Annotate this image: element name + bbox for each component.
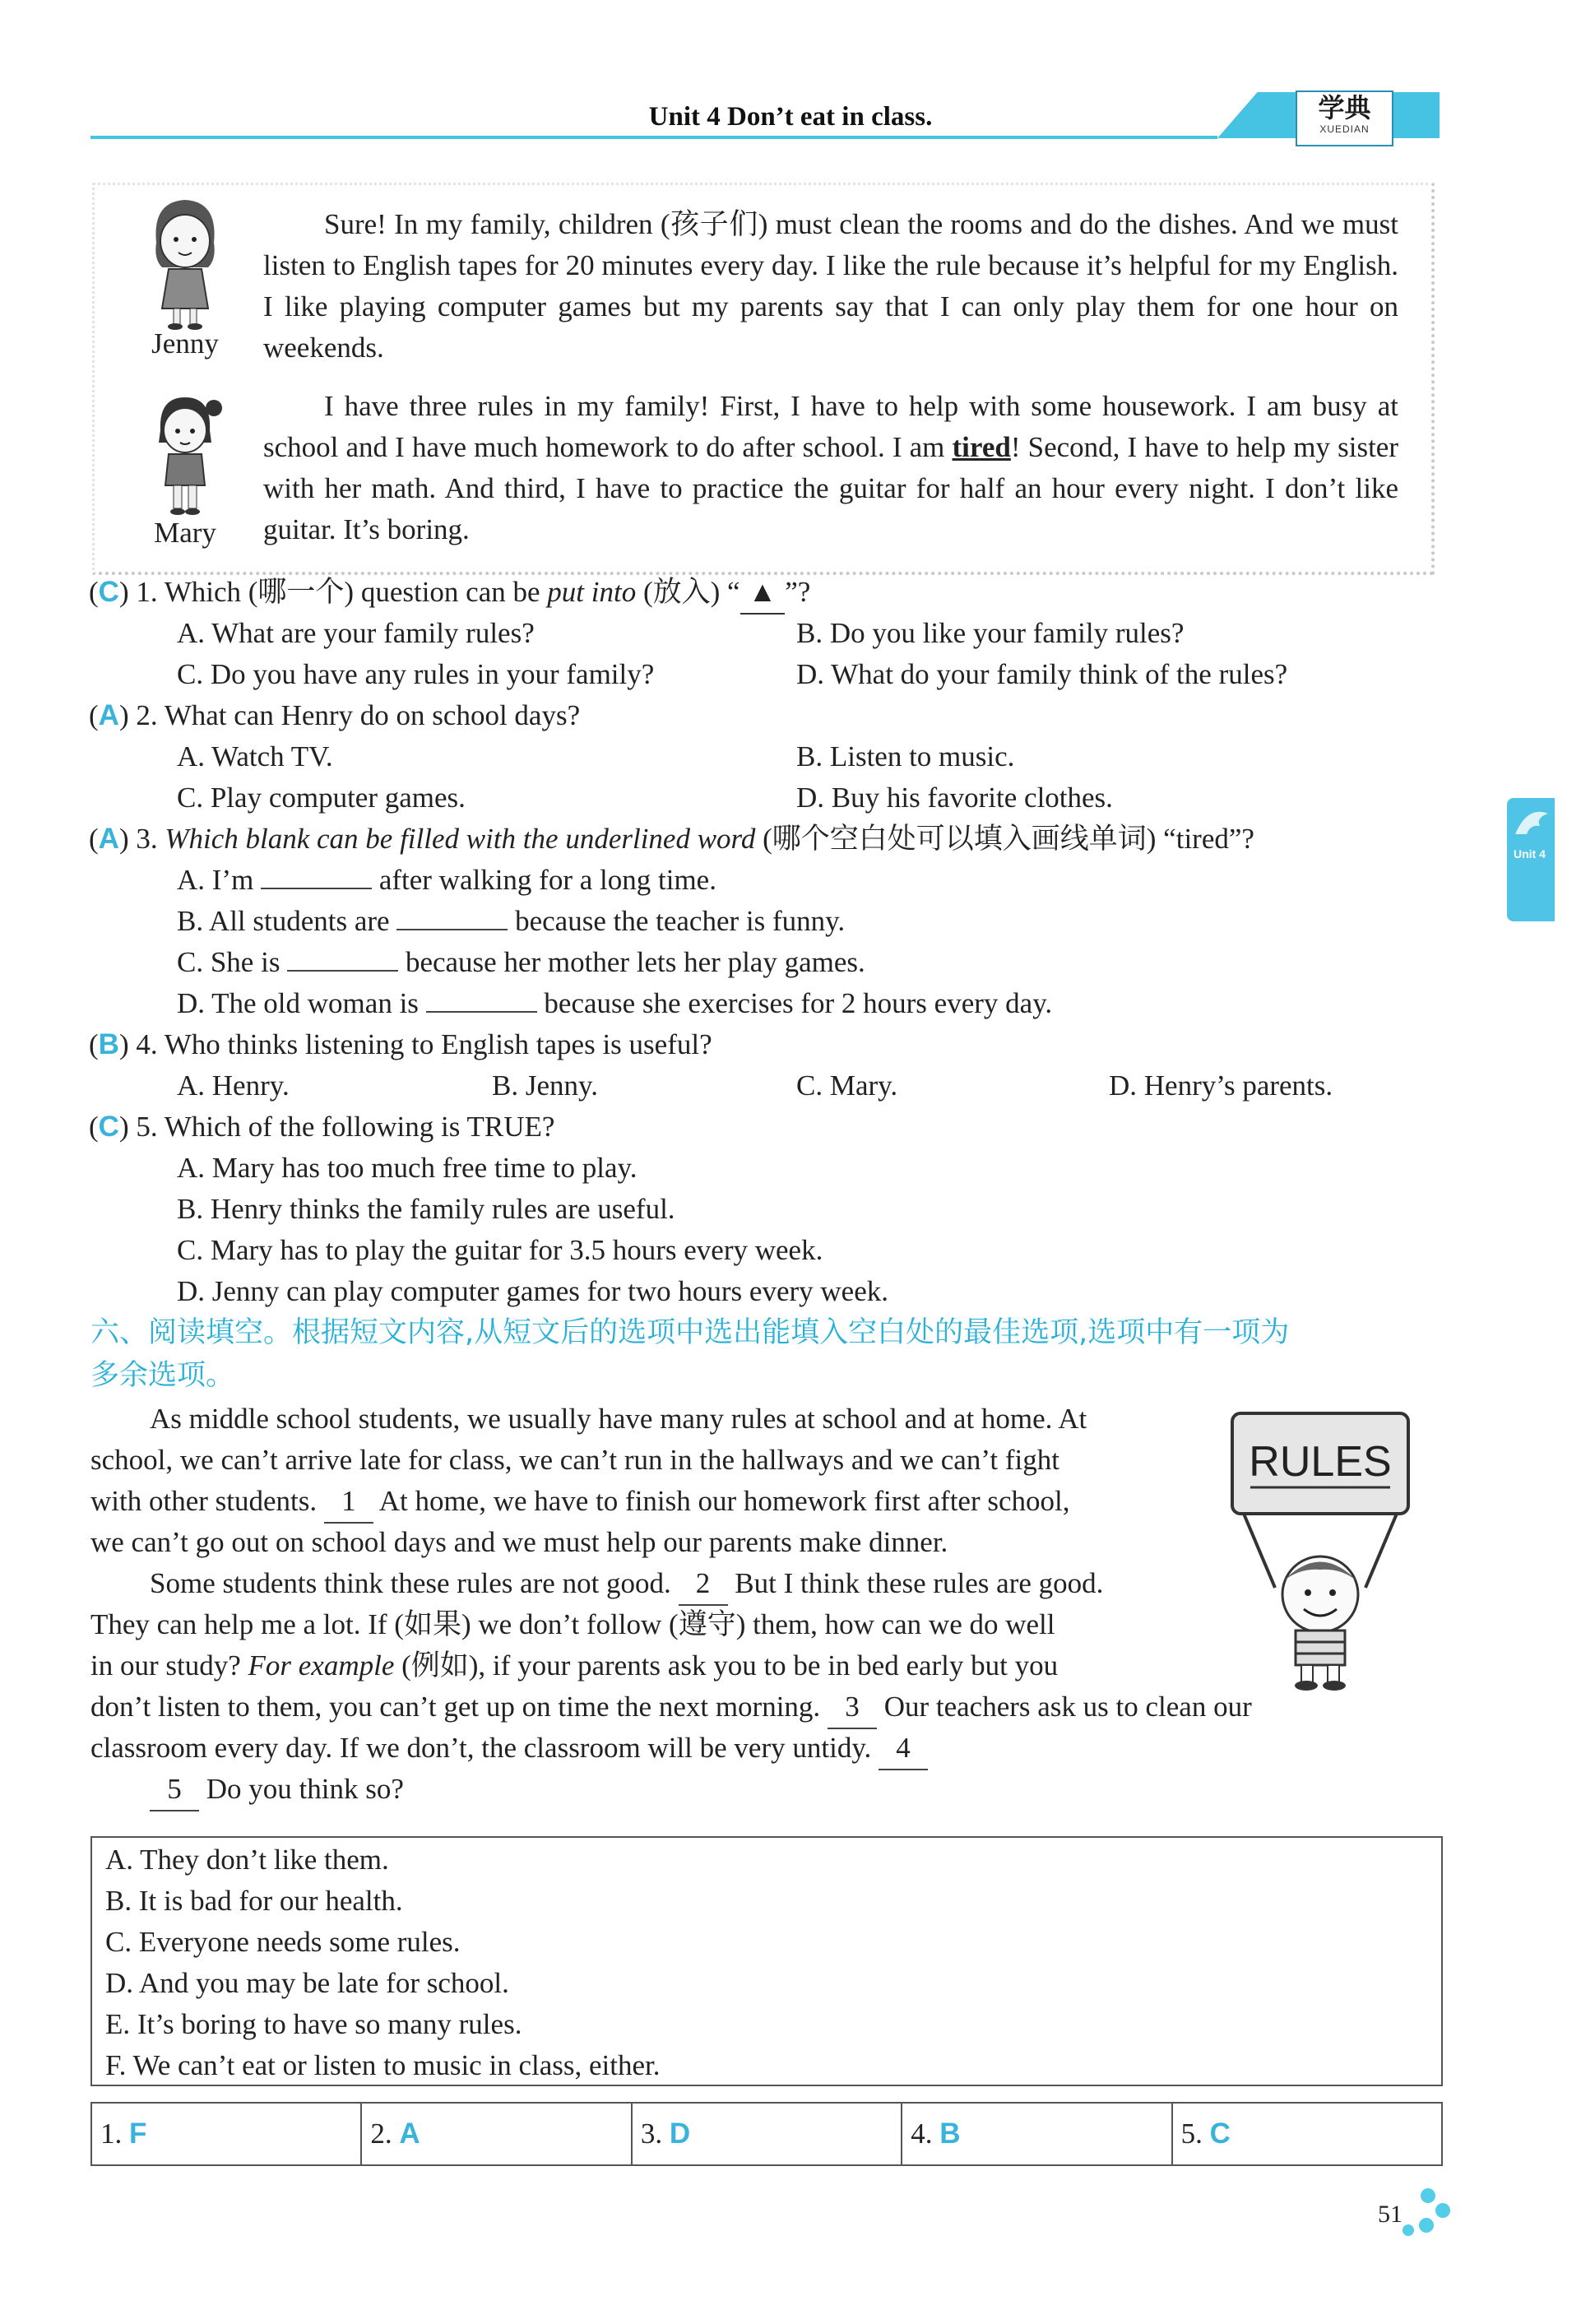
q1-blank-mark: ▲ — [740, 572, 786, 615]
q3-text: (哪个空白处可以填入画线单词) “tired”? — [755, 823, 1254, 855]
q5-option-d: D. Jenny can play computer games for two hours every week. — [177, 1275, 889, 1307]
options-box — [90, 1836, 1443, 2086]
blank-2: 2 — [679, 1563, 728, 1606]
q5-option-a: A. Mary has too much free time to play. — [177, 1152, 638, 1184]
mary-label: Mary — [154, 517, 216, 549]
question-2: (A) 2. What can Henry do on school days? — [89, 699, 581, 731]
q2-option-c: C. Play computer games. — [177, 782, 466, 814]
q3-d-pre: D. The old woman is — [177, 987, 426, 1019]
s6-l7-italic: For example — [248, 1649, 395, 1682]
q3-c-pre: C. She is — [177, 946, 288, 978]
s6-l3-post: At home, we have to finish our homework first after school, — [373, 1485, 1070, 1517]
s6-l5-post: But I think these rules are good. — [727, 1567, 1104, 1599]
answer-table — [90, 2102, 1443, 2166]
answer-q5: C — [98, 1111, 119, 1143]
answer-4: B — [939, 2118, 961, 2150]
option-d: D. And you may be late for school. — [105, 1967, 509, 1999]
answer-num-5: 5. — [1180, 2118, 1210, 2150]
q3-d-post: because she exercises for 2 hours every day. — [536, 987, 1053, 1019]
q2-text: 2. What can Henry do on school days? — [128, 699, 581, 731]
s6-l7-post: (例如), if your parents ask you to be in bed early but you — [394, 1649, 1059, 1682]
s6-line-1: As middle school students, we usually have many rules at school and at home. At — [150, 1403, 1087, 1435]
q3-italic: Which blank can be filled with the underlined word — [165, 823, 756, 855]
q4-option-c: C. Mary. — [796, 1069, 898, 1102]
answer-cell-1 — [92, 2104, 362, 2164]
s6-line-7 — [90, 1645, 1058, 1686]
q1-text-a: 1. Which (哪一个) question can be — [128, 576, 548, 608]
jenny-illustration — [136, 193, 234, 333]
s6-l7-pre: in our study? — [90, 1649, 248, 1682]
rules-boy-illustration — [1226, 1407, 1415, 1695]
s6-l9-pre: classroom every day. If we don’t, the classroom will be very untidy. — [90, 1732, 879, 1764]
underlined-word-tired: tired — [952, 431, 1011, 463]
q3-c-post: because her mother lets her play games. — [398, 946, 865, 978]
jenny-paragraph — [263, 204, 1398, 369]
unit-side-tab — [1507, 798, 1555, 921]
question-5: (C) 5. Which of the following is TRUE? — [89, 1111, 555, 1143]
option-b: B. It is bad for our health. — [105, 1885, 403, 1917]
s6-line-3 — [90, 1481, 1070, 1524]
decorative-dots — [1402, 2188, 1452, 2238]
q3-b-blank — [396, 904, 508, 930]
q3-option-c — [177, 942, 865, 983]
q3-b-pre: B. All students are — [177, 905, 397, 937]
q1-option-b: B. Do you like your family rules? — [796, 617, 1185, 649]
q2-option-d: D. Buy his favorite clothes. — [796, 782, 1113, 814]
question-3: (A) 3. Which blank can be filled with the underlined word (哪个空白处可以填入画线单词) “tired”? — [89, 823, 1254, 855]
mary-text-2: ! Second, I have to help my sister with her math. And third, I have to practice the guitar for half an hour every night. I don’t like guitar. It’s boring. — [263, 431, 1398, 545]
q3-a-blank — [261, 863, 372, 889]
s6-l8-post: Our teachers ask us to clean our — [876, 1691, 1252, 1723]
q4-option-b: B. Jenny. — [492, 1069, 598, 1102]
s6-l10-text: Do you think so? — [199, 1773, 404, 1805]
q2-option-b: B. Listen to music. — [796, 740, 1015, 772]
blank-5: 5 — [150, 1769, 199, 1811]
rules-sign-text: RULES — [1249, 1438, 1392, 1486]
q3-num: 3. — [128, 823, 165, 855]
s6-l5-pre: Some students think these rules are not good. — [150, 1567, 679, 1599]
q3-b-post: because the teacher is funny. — [508, 905, 846, 937]
answer-1: F — [129, 2118, 147, 2150]
blank-4: 4 — [879, 1728, 928, 1770]
q3-a-pre: A. I’m — [177, 864, 262, 896]
brand-logo-zh: 学典 — [1318, 92, 1371, 123]
section-6-heading-cont: 多余选项。 — [90, 1359, 235, 1392]
mary-text-1: I have three rules in my family! First, I have to help with some housework. I am busy at school and I have much homework to do after school. I am — [263, 390, 1398, 463]
option-c: C. Everyone needs some rules. — [105, 1926, 461, 1958]
s6-line-2: school, we can’t arrive late for class, we can’t run in the hallways and we can’t fight — [90, 1444, 1059, 1476]
answer-cell-4 — [902, 2104, 1172, 2164]
q2-option-a: A. Watch TV. — [177, 740, 333, 772]
header-rule — [90, 136, 1217, 139]
q1-italic: put into — [547, 576, 637, 608]
mary-illustration — [144, 393, 226, 521]
q3-option-a — [177, 860, 716, 901]
q1-option-d: D. What do your family think of the rules? — [796, 658, 1288, 690]
question-1: (C) 1. Which (哪一个) question can be put into (放入) “ ▲ ”? — [89, 572, 810, 615]
answer-3: D — [669, 2118, 691, 2150]
q3-c-blank — [287, 945, 398, 972]
q1-text-c: ”? — [785, 576, 811, 608]
jenny-label: Jenny — [151, 327, 219, 360]
answer-num-4: 4. — [911, 2118, 940, 2150]
q4-option-d: D. Henry’s parents. — [1109, 1069, 1333, 1102]
answer-q1: C — [98, 576, 119, 608]
s6-line-9 — [90, 1728, 928, 1770]
q1-option-c: C. Do you have any rules in your family? — [177, 658, 655, 690]
answer-num-2: 2. — [370, 2118, 400, 2150]
answer-cell-5 — [1173, 2104, 1441, 2164]
wing-icon — [1507, 801, 1555, 851]
jenny-text: Sure! In my family, children (孩子们) must clean the rooms and do the dishes. And we must listen to English tapes for 20 minutes every day. I like the rule because it’s helpful for my English. I like playing computer games but my parents say that I can only play them for one hour on weekends. — [263, 208, 1398, 364]
mary-paragraph — [263, 386, 1398, 550]
blank-3: 3 — [828, 1686, 877, 1729]
s6-l8-pre: don’t listen to them, you can’t get up on time the next morning. — [90, 1691, 828, 1723]
q3-d-blank — [426, 986, 537, 1013]
s6-line-10 — [150, 1769, 404, 1811]
q5-option-c: C. Mary has to play the guitar for 3.5 hours every week. — [177, 1234, 823, 1266]
answer-num-3: 3. — [640, 2118, 670, 2150]
q5-text: 5. Which of the following is TRUE? — [128, 1111, 555, 1143]
page-number: 51 — [1378, 2201, 1402, 2228]
option-a: A. They don’t like them. — [105, 1844, 389, 1876]
s6-line-8 — [90, 1686, 1252, 1729]
section-6-heading: 六、阅读填空。根据短文内容,从短文后的选项中选出能填入空白处的最佳选项,选项中有一项为 — [90, 1316, 1290, 1349]
answer-cell-3 — [633, 2104, 902, 2164]
option-f: F. We can’t eat or listen to music in class, either. — [105, 2049, 661, 2081]
answer-5: C — [1209, 2118, 1231, 2150]
answer-q4: B — [98, 1028, 119, 1060]
q1-option-a: A. What are your family rules? — [177, 617, 535, 649]
s6-line-5 — [150, 1563, 1103, 1606]
q4-text: 4. Who thinks listening to English tapes is useful? — [128, 1028, 712, 1060]
answer-q3: A — [98, 823, 119, 855]
answer-q2: A — [98, 699, 119, 731]
q3-a-post: after walking for a long time. — [372, 864, 716, 896]
option-e: E. It’s boring to have so many rules. — [105, 2008, 522, 2040]
q3-option-d — [177, 983, 1052, 1024]
side-tab-label: Unit 4 — [1514, 847, 1546, 860]
question-4: (B) 4. Who thinks listening to English tapes is useful? — [89, 1028, 712, 1060]
q5-option-b: B. Henry thinks the family rules are useful. — [177, 1193, 675, 1225]
brand-logo — [1296, 90, 1393, 146]
answer-cell-2 — [362, 2104, 632, 2164]
brand-logo-en: XUEDIAN — [1319, 123, 1370, 135]
page-header-title: Unit 4 Don’t eat in class. — [648, 102, 933, 132]
q4-option-a: A. Henry. — [177, 1069, 290, 1102]
answer-2: A — [399, 2118, 420, 2150]
s6-line-4: we can’t go out on school days and we must help our parents make dinner. — [90, 1526, 948, 1558]
s6-l3-pre: with other students. — [90, 1485, 324, 1517]
answer-num-1: 1. — [100, 2118, 129, 2150]
s6-line-6: They can help me a lot. If (如果) we don’t follow (遵守) them, how can we do well — [90, 1608, 1055, 1640]
blank-1: 1 — [324, 1481, 373, 1524]
q1-text-b: (放入) “ — [636, 576, 740, 608]
q3-option-b — [177, 901, 845, 942]
